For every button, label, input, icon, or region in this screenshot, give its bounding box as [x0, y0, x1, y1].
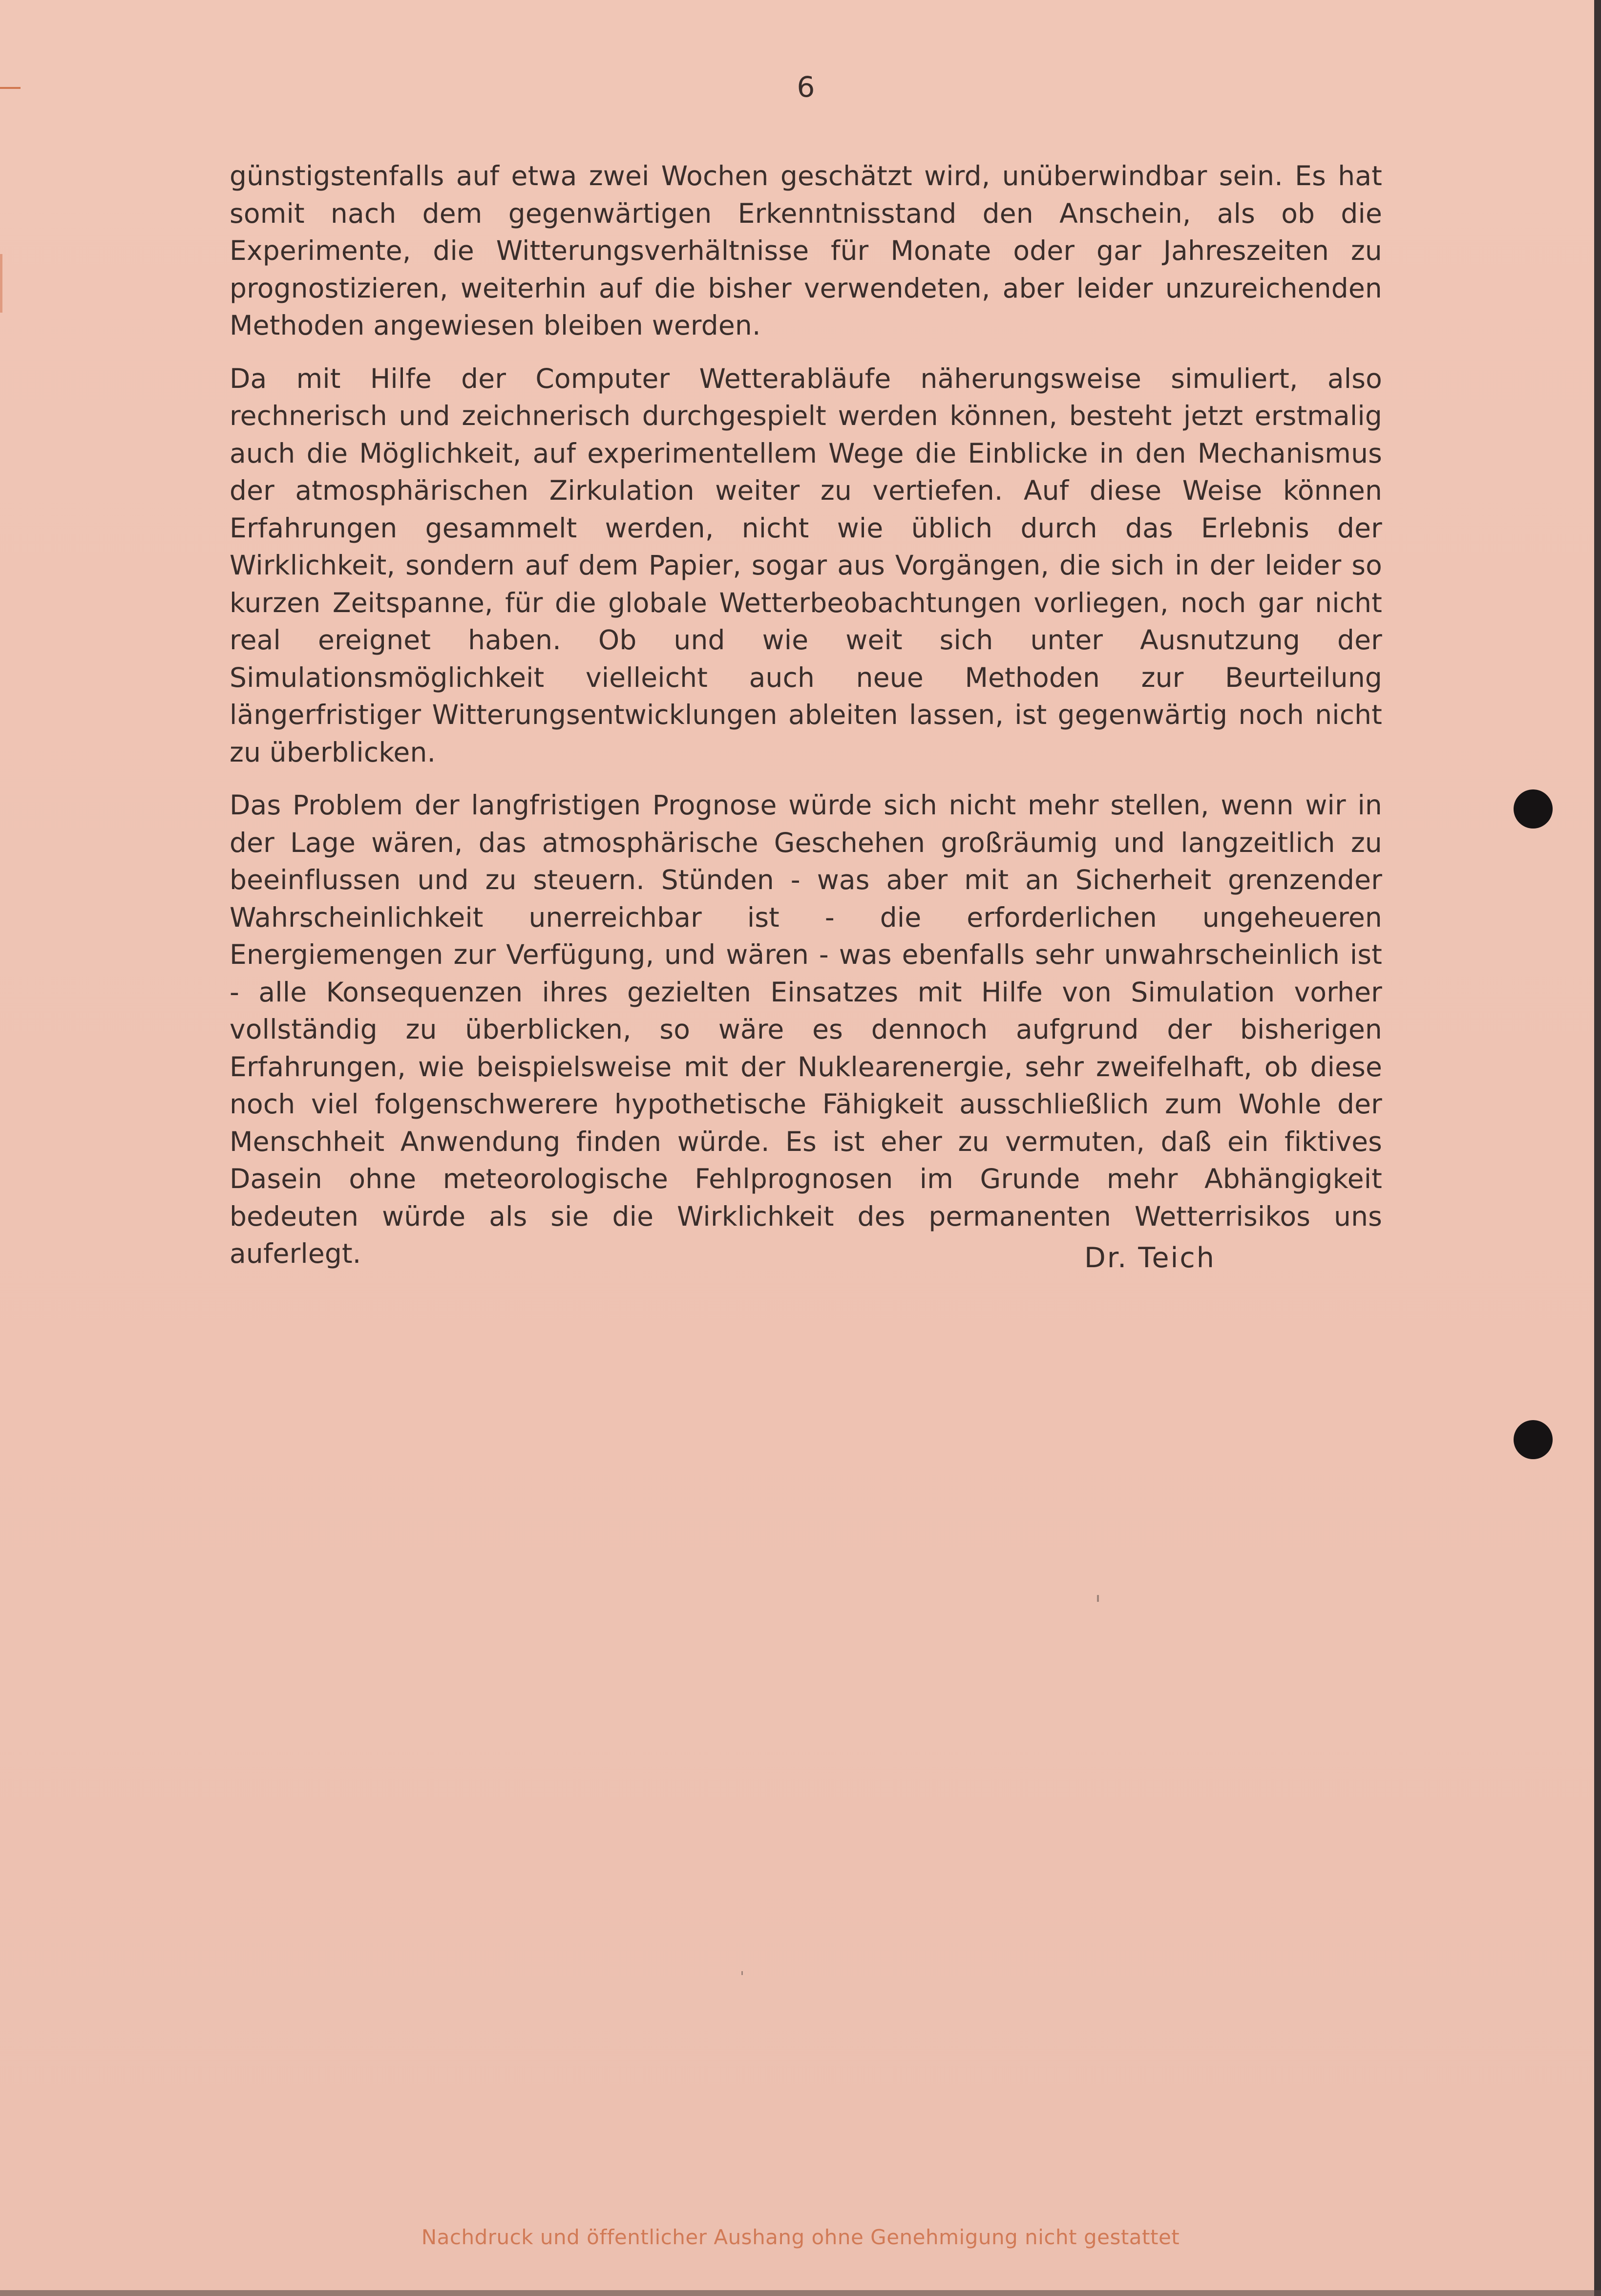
paragraph-1: günstigstenfalls auf etwa zwei Wochen geschätzt wird, unüberwindbar sein. Es hat somit nach dem gegenwärtigen Erkenntnisstand den Anschein, als ob die Experimente, die Witterungsverhältnisse für Monate oder gar Jahreszeiten zu prognostizieren, weiterhin auf die bisher verwendeten, aber leider unzureichenden Methoden angewiesen bleiben werden.: [230, 160, 1382, 341]
paper-speck: [1097, 1595, 1099, 1602]
scan-edge-bottom: [0, 2290, 1601, 2296]
paper-speck: [741, 1971, 743, 1975]
punch-hole-top: [1514, 789, 1553, 829]
paragraph-2: Da mit Hilfe der Computer Wetterabläufe näherungsweise simuliert, also rechnerisch und zeichnerisch durchgespielt werden können, besteht jetzt erstmalig auch die Möglichkeit, auf experimentellem Wege die Einblicke in den Mechanismus der atmosphärischen Zirkulation weiter zu vertiefen. Auf diese Weise können Erfahrungen gesammelt werden, nicht wie üblich durch das Erlebnis der Wirklichkeit, sondern auf dem Papier, sogar aus Vorgängen, die sich in der leider so kurzen Zeitspanne, für die globale Wetterbeobachtungen vorliegen, noch gar nicht real ereignet haben. Ob und wie weit sich unter Ausnutzung der Simulationsmöglichkeit vielleicht auch neue Methoden zur Beurteilung längerfristiger Witterungsentwicklungen ableiten lassen, ist gegenwärtig noch nicht zu überblicken.: [230, 362, 1382, 768]
scan-edge-right: [1594, 0, 1601, 2296]
body-text: [230, 157, 1382, 1288]
margin-mark: [0, 87, 21, 89]
paragraph-3: Das Problem der langfristigen Prognose würde sich nicht mehr stellen, wenn wir in der Lage wären, das atmosphärische Geschehen großräumig und langzeitlich zu beeinflussen und zu steuern. Stünden - was aber mit an Sicherheit grenzender Wahrscheinlichkeit unerreichbar ist - die erforderlichen ungeheueren Energiemengen zur Verfügung, und wären - was ebenfalls sehr unwahrscheinlich ist - alle Konsequenzen ihres gezielten Einsatzes mit Hilfe von Simulation vorher vollständig zu überblicken, so wäre es dennoch aufgrund der bisherigen Erfahrungen, wie beispielsweise mit der Nuklearenergie, sehr zweifelhaft, ob diese noch viel folgenschwerere hypothetische Fähigkeit ausschließlich zum Wohle der Menschheit Anwendung finden würde. Es ist eher zu vermuten, daß ein fiktives Dasein ohne meteorologische Fehlprognosen im Grunde mehr Abhängigkeit bedeuten würde als sie die Wirklichkeit des permanenten Wetterrisikos uns auferlegt.: [230, 789, 1382, 1269]
footer-note: Nachdruck und öffentlicher Aushang ohne Genehmigung nicht gestattet: [421, 2225, 1180, 2249]
signature: Dr. Teich: [1084, 1242, 1216, 1274]
punch-hole-bottom: [1514, 1420, 1553, 1459]
page-number: 6: [797, 70, 815, 104]
margin-stain: [0, 254, 2, 313]
